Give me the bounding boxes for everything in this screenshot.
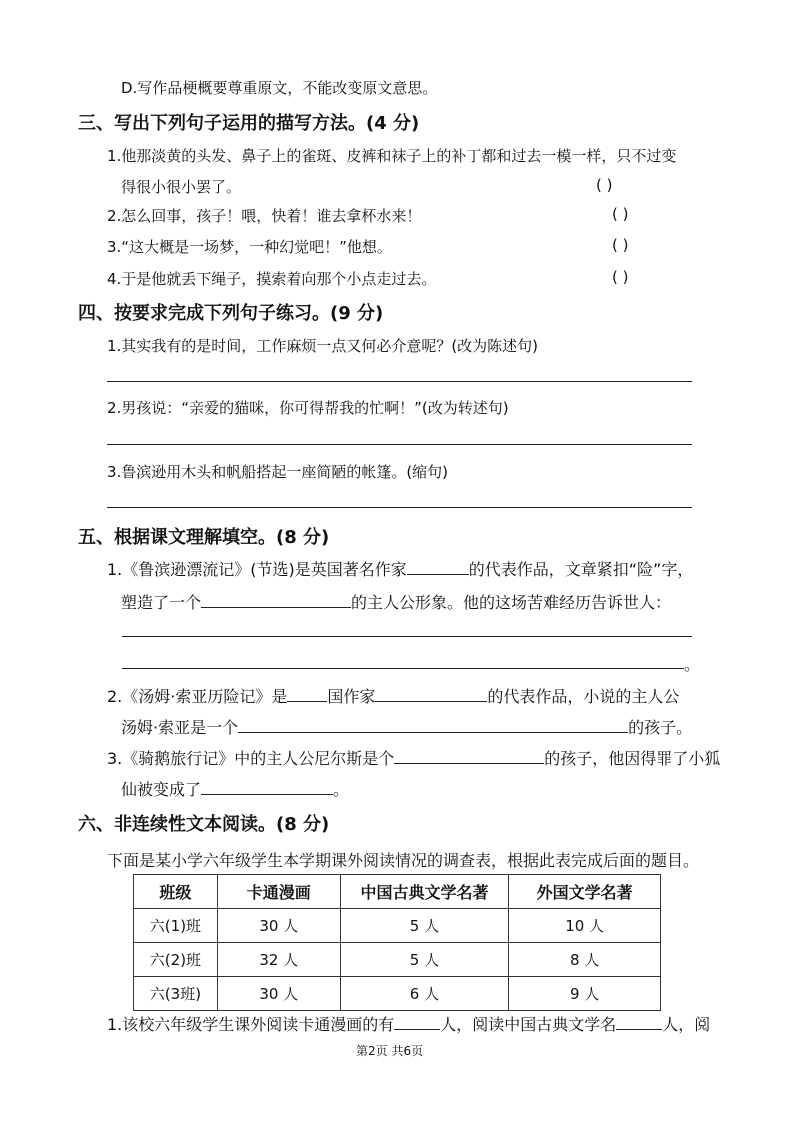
s5-q2-text-c: 的代表作品，小说的主人公 bbox=[487, 687, 680, 706]
s5-q1-text-d: 的主人公形象。他的这场苦难经历告诉世人： bbox=[351, 593, 672, 612]
s5-q2-text-a: 2.《汤姆·索亚历险记》是 bbox=[107, 687, 288, 706]
s6-q1-text-a: 1.该校六年级学生课外阅读卡通漫画的有 bbox=[107, 1015, 395, 1034]
table-header-row bbox=[134, 875, 661, 909]
answer-line[interactable] bbox=[107, 507, 692, 508]
section-6-title: 六、非连续性文本阅读。(8 分) bbox=[78, 814, 330, 835]
s4-q3: 3.鲁滨逊用木头和帆船搭起一座简陋的帐篷。(缩句) bbox=[107, 463, 449, 481]
s5-q3-text-d: 。 bbox=[333, 780, 350, 799]
s5-q2-line1 bbox=[107, 684, 679, 707]
section-5-title: 五、根据课文理解填空。(8 分) bbox=[78, 527, 330, 548]
s5-q2-text-b: 国作家 bbox=[327, 687, 376, 706]
s5-q2-text-d: 汤姆·索亚是一个 bbox=[121, 718, 239, 737]
blank-description[interactable] bbox=[394, 747, 544, 764]
table-cell: 9 人 bbox=[509, 977, 661, 1011]
answer-line[interactable] bbox=[122, 636, 692, 637]
s5-q1-text-a: 1.《鲁滨逊漂流记》(节选)是英国著名作家 bbox=[107, 560, 407, 579]
s6-q1-text-b: 人，阅读中国古典文学名 bbox=[440, 1015, 617, 1034]
answer-line[interactable] bbox=[122, 668, 684, 669]
section-4-title: 四、按要求完成下列句子练习。(9 分) bbox=[78, 303, 384, 324]
s4-q2: 2.男孩说：“亲爱的猫咪，你可得帮我的忙啊！”(改为转述句) bbox=[107, 399, 509, 417]
table-header: 外国文学名著 bbox=[509, 875, 661, 909]
answer-line[interactable] bbox=[107, 444, 692, 445]
period: 。 bbox=[684, 655, 701, 674]
blank-author[interactable] bbox=[407, 558, 469, 575]
reading-survey-table bbox=[133, 874, 661, 1011]
section-3-title: 三、写出下列句子运用的描写方法。(4 分) bbox=[78, 113, 420, 134]
s6-intro: 下面是某小学六年级学生本学期课外阅读情况的调查表，根据此表完成后面的题目。 bbox=[107, 851, 700, 870]
table-row bbox=[134, 977, 661, 1011]
answer-line[interactable] bbox=[107, 381, 692, 382]
table-cell: 5 人 bbox=[340, 943, 509, 977]
blank-author[interactable] bbox=[375, 685, 487, 702]
answer-paren[interactable]: ( ) bbox=[612, 236, 629, 254]
blank-country[interactable] bbox=[287, 685, 327, 702]
s3-q3: 3.“这大概是一场梦，一种幻觉吧！”他想。 bbox=[107, 238, 392, 256]
s5-q1-text-b: 的代表作品，文章紧扣“险”字， bbox=[468, 560, 694, 579]
table-cell: 30 人 bbox=[217, 909, 340, 943]
table-header: 中国古典文学名著 bbox=[340, 875, 509, 909]
s4-q1: 1.其实我有的是时间，工作麻烦一点又何必介意呢？(改为陈述句) bbox=[107, 337, 539, 355]
option-d: D.写作品梗概要尊重原文，不能改变原文意思。 bbox=[121, 79, 438, 97]
table-header: 卡通漫画 bbox=[217, 875, 340, 909]
table-cell: 6 人 bbox=[340, 977, 509, 1011]
s5-q3-text-c: 仙被变成了 bbox=[121, 780, 202, 799]
blank-became[interactable] bbox=[201, 778, 333, 795]
table-cell: 5 人 bbox=[340, 909, 509, 943]
s3-q1-line1: 1.他那淡黄的头发、鼻子上的雀斑、皮裤和袜子上的补丁都和过去一模一样，只不过变 bbox=[107, 147, 677, 165]
s5-q1-line1 bbox=[107, 557, 693, 580]
table-header: 班级 bbox=[134, 875, 218, 909]
s3-q1-line2: 得很小很小罢了。 bbox=[121, 178, 242, 196]
blank-character[interactable] bbox=[201, 591, 351, 608]
s5-q3-line1 bbox=[107, 746, 720, 769]
s5-q3-text-a: 3.《骑鹅旅行记》中的主人公尼尔斯是个 bbox=[107, 749, 395, 768]
s5-q2-line2 bbox=[121, 715, 692, 738]
s5-q3-line2 bbox=[121, 777, 349, 800]
answer-paren[interactable]: ( ) bbox=[612, 268, 629, 286]
s5-q1-line2 bbox=[121, 590, 671, 613]
table-cell: 32 人 bbox=[217, 943, 340, 977]
s6-q1-text-c: 人，阅 bbox=[662, 1015, 711, 1034]
blank-count[interactable] bbox=[616, 1013, 662, 1030]
s3-q2: 2.怎么回事，孩子！喂，快着！谁去拿杯水来！ bbox=[107, 207, 422, 225]
table-cell: 30 人 bbox=[217, 977, 340, 1011]
blank-description[interactable] bbox=[238, 716, 628, 733]
s6-q1 bbox=[107, 1012, 710, 1035]
table-row bbox=[134, 943, 661, 977]
s5-q1-text-c: 塑造了一个 bbox=[121, 593, 202, 612]
s5-q2-text-e: 的孩子。 bbox=[628, 718, 693, 737]
table-cell: 六(1)班 bbox=[134, 909, 218, 943]
table-cell: 六(3班) bbox=[134, 977, 218, 1011]
page-footer: 第2页 共6页 bbox=[356, 1044, 424, 1058]
table-cell: 10 人 bbox=[509, 909, 661, 943]
table-cell: 8 人 bbox=[509, 943, 661, 977]
table-row bbox=[134, 909, 661, 943]
blank-count[interactable] bbox=[394, 1013, 440, 1030]
s3-q4: 4.于是他就丢下绳子，摸索着向那个小点走过去。 bbox=[107, 270, 437, 288]
answer-paren[interactable]: ( ) bbox=[612, 205, 629, 223]
answer-paren[interactable]: ( ) bbox=[596, 176, 613, 194]
s5-q3-text-b: 的孩子，他因得罪了小狐 bbox=[544, 749, 721, 768]
table-cell: 六(2)班 bbox=[134, 943, 218, 977]
